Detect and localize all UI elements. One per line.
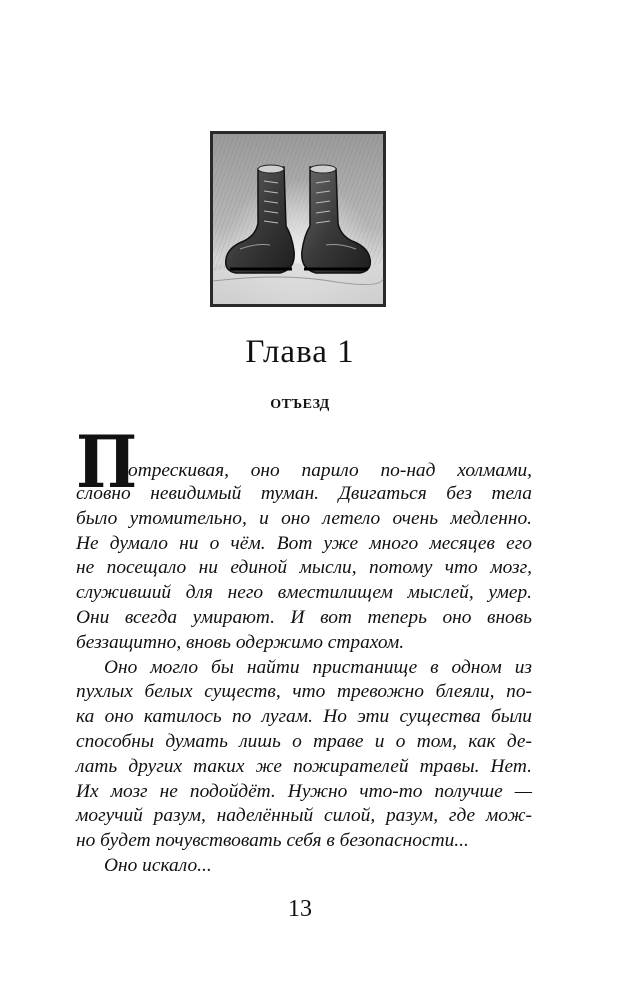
text-line: Оно искало...: [104, 854, 212, 876]
chapter-title: Глава 1: [245, 334, 355, 370]
text-line: Оно могло бы найти пристанище в одном из: [104, 656, 532, 678]
text-line: лать других таких же пожирателей травы. Нет.: [76, 755, 532, 777]
text-line: способны думать лишь о траве и о том, как де-: [76, 730, 532, 752]
text-line: служивший для него вместилищем мыслей, умер.: [76, 582, 532, 604]
boots-illustration-icon: [210, 131, 386, 307]
text-line: но будет почувствовать себя в безопасности...: [76, 830, 469, 852]
text-line: ка оно катилось по лугам. Но эти существа были: [76, 706, 532, 728]
page-number: 13: [288, 896, 312, 922]
text-line: не посещало ни единой мысли, потому что мозг,: [76, 557, 532, 579]
text-line: Не думало ни о чём. Вот уже много месяцев его: [76, 532, 532, 554]
chapter-illustration: [210, 131, 386, 307]
text-line: Их мозг не подойдёт. Нужно что-то получше —: [76, 780, 532, 802]
text-line: словно невидимый туман. Двигаться без тела: [76, 483, 532, 504]
text-line: Они всегда умирают. И вот теперь оно вновь: [76, 606, 532, 628]
text-line: могучий разум, наделённый силой, разум, где мож-: [76, 805, 532, 827]
chapter-body: [76, 419, 532, 879]
text-line: было утомительно, и оно летело очень медленно.: [76, 507, 532, 529]
text-line: пухлых белых существ, что тревожно блеяли, по-: [76, 681, 532, 703]
chapter-subtitle: ОТЪЕЗД: [270, 397, 330, 412]
first-line-text: отрескивая, оно парило по-над холмами,: [128, 460, 532, 482]
text-line: беззащитно, вновь одержимо страхом.: [76, 631, 405, 653]
drop-cap: П: [76, 419, 138, 504]
